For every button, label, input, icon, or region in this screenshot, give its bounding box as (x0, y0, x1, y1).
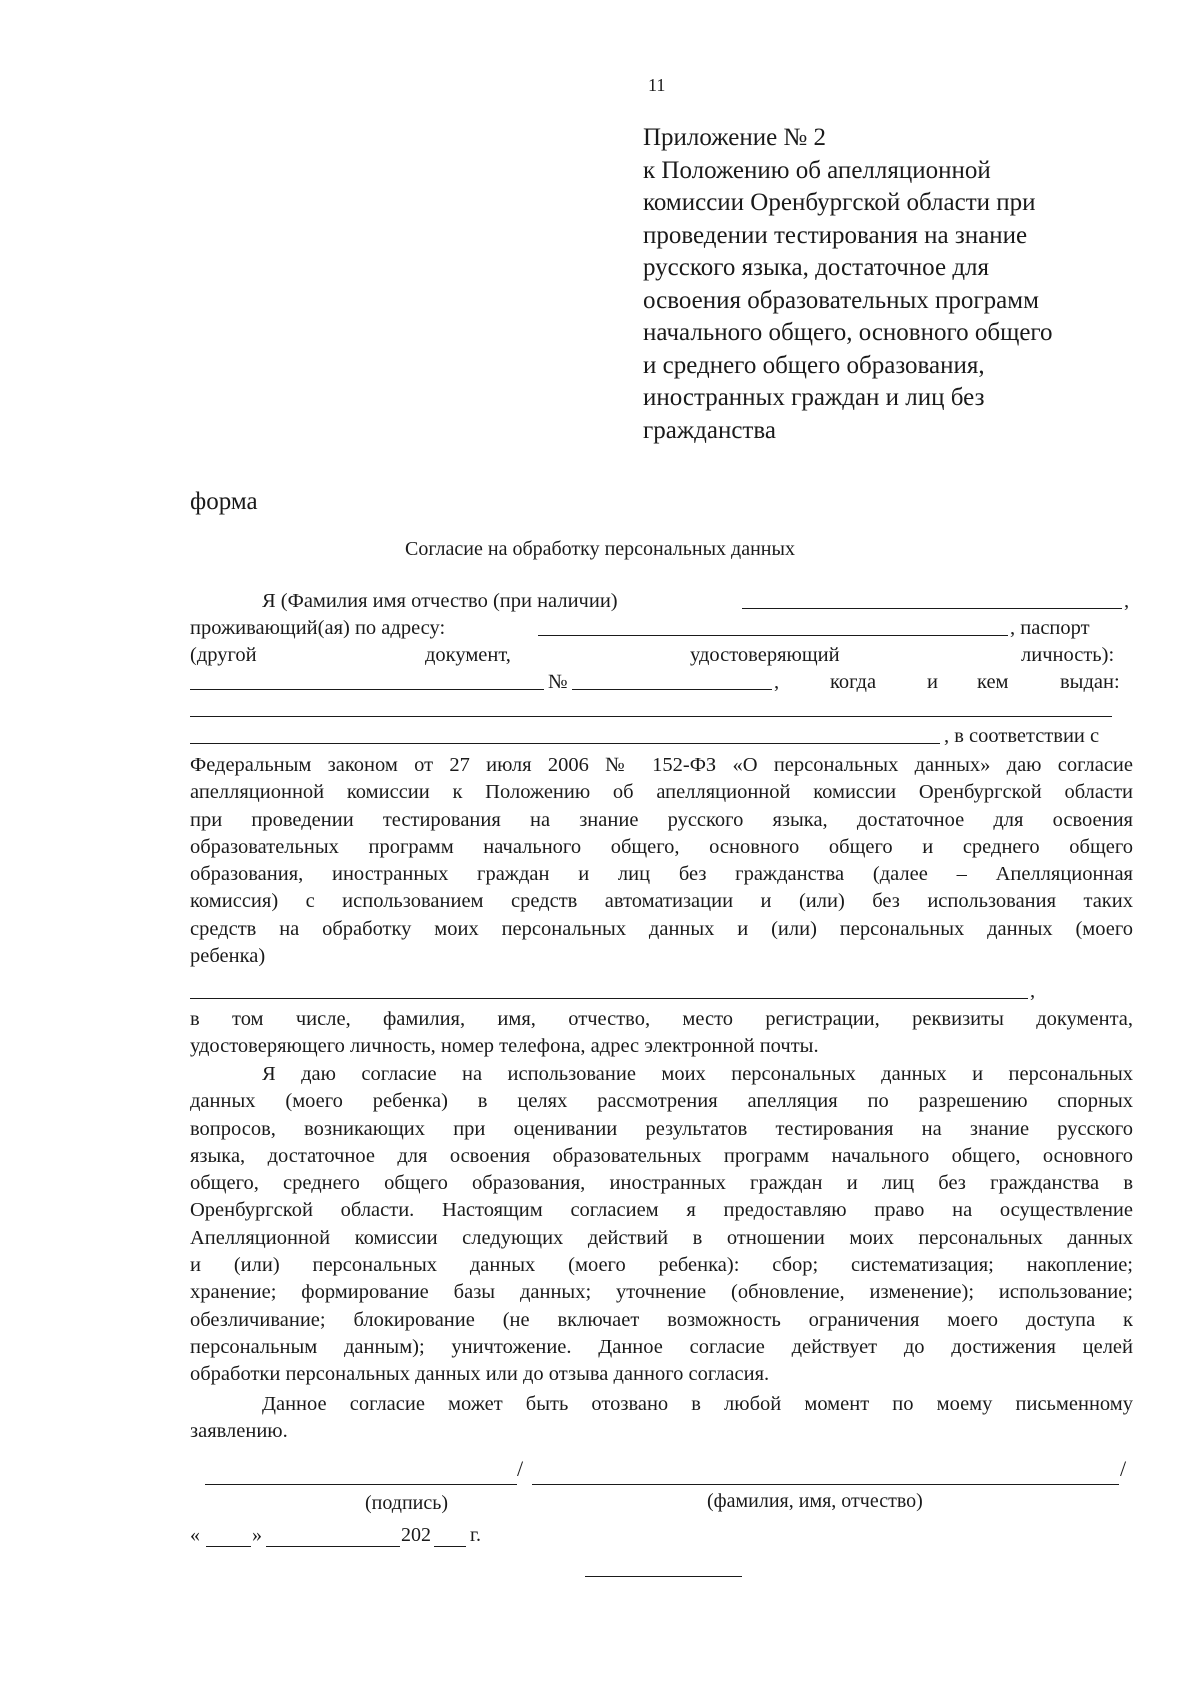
issued-word: кем (977, 671, 1009, 693)
child-data-row (190, 978, 1133, 1004)
text-line: хранение; формирование базы данных; уточнение (обновление, изменение); использование; (190, 1281, 1133, 1304)
appendix-line: и среднего общего образования, (643, 351, 985, 379)
full-name-signature-field[interactable] (532, 1484, 1119, 1485)
date-year-suffix: г. (470, 1524, 481, 1546)
appendix-line: к Положению об апелляционной (643, 156, 991, 184)
consent-paragraph-3 (190, 1391, 1133, 1446)
appendix-line: проведении тестирования на знание (643, 221, 1028, 249)
date-day-field[interactable] (206, 1546, 251, 1547)
appendix-line: Приложение № 2 (643, 124, 827, 151)
text-line: ребенка) (190, 945, 266, 968)
signature-slash: / (517, 1456, 524, 1481)
end-divider (585, 1576, 742, 1577)
issued-by-row (190, 696, 1133, 722)
text-line: Федеральным законом от 27 июля 2006 № 152-ФЗ «О персональных данных» даю согласие (190, 754, 1133, 776)
child-data-comma: , (1030, 980, 1036, 1002)
issued-by-row-2 (190, 723, 1133, 749)
form-label: форма (190, 488, 258, 515)
document-word: удостоверяющий (690, 644, 840, 666)
issued-word: и (927, 671, 938, 693)
appendix-line: комиссии Оренбургской области при (643, 189, 1036, 216)
consent-paragraph-2 (190, 1061, 1133, 1389)
text-line: обезличивание; блокирование (не включает возможность ограничения моего доступа к (190, 1308, 1133, 1331)
date-open-quote: « (190, 1524, 200, 1546)
text-line: вопросов, возникающих при оценивании результатов тестирования на знание русского (190, 1117, 1133, 1140)
number-sign: № (548, 671, 568, 693)
text-line: общего, среднего общего образования, иностранных граждан и лиц без гражданства в (190, 1172, 1133, 1195)
document-word: личность): (1021, 644, 1115, 666)
text-line: удостоверяющего личность, номер телефона, адрес электронной почты. (190, 1035, 819, 1058)
appendix-line: иностранных граждан и лиц без (643, 384, 985, 411)
text-line: при проведении тестирования на знание русского языка, достаточное для освоения (190, 808, 1133, 831)
text-line: Апелляционной комиссии следующих действий в отношении моих персональных данных (190, 1226, 1133, 1249)
issued-by-field[interactable] (190, 716, 1112, 717)
document-row (190, 642, 1133, 668)
address-label: проживающий(ая) по адресу: (190, 617, 446, 639)
page-number: 11 (648, 75, 666, 95)
address-row (190, 615, 1133, 641)
text-line: комиссия) с использованием средств автоматизации и (или) без использования таких (190, 890, 1133, 913)
signature-field[interactable] (205, 1484, 517, 1485)
appendix-header (643, 122, 1163, 447)
document-number-field[interactable] (572, 689, 772, 690)
full-name-field[interactable] (742, 608, 1122, 609)
document-number-row (190, 669, 1133, 695)
address-field[interactable] (538, 635, 1008, 636)
appendix-line: русского языка, достаточное для (643, 254, 990, 281)
issued-word: , (774, 671, 780, 693)
appendix-line: начального общего, основного общего (643, 319, 1053, 346)
issued-word: когда (830, 671, 877, 693)
in-accordance-text: , в соответствии с (944, 725, 1100, 747)
full-name-label: Я (Фамилия имя отчество (при наличии) (262, 590, 618, 612)
text-line: апелляционной комиссии к Положению об апелляционной комиссии Оренбургской области (190, 781, 1133, 804)
text-line: Я даю согласие на использование моих персональных данных и персональных (262, 1063, 1133, 1085)
text-line: образовательных программ начального общего, основного общего и среднего общего (190, 835, 1133, 858)
consent-paragraph-1 (190, 752, 1133, 970)
appendix-line: гражданства (643, 416, 776, 444)
text-line: в том числе, фамилия, имя, отчество, место регистрации, реквизиты документа, (190, 1008, 1133, 1030)
text-line: Данное согласие может быть отозвано в любой момент по моему письменному (262, 1393, 1133, 1415)
text-line: обработки персональных данных или до отзыва данного согласия. (190, 1363, 770, 1386)
full-name-comma: , (1124, 590, 1130, 612)
document-title: Согласие на обработку персональных данных (405, 538, 795, 560)
date-year-field[interactable] (434, 1546, 466, 1547)
date-close-quote: » (252, 1524, 262, 1546)
appendix-line: освоения образовательных программ (643, 286, 1039, 314)
issued-word: выдан: (1060, 671, 1120, 693)
consent-paragraph-1-tail (190, 1006, 1133, 1061)
signature-caption: (подпись) (365, 1492, 449, 1514)
text-line: и (или) персональных данных (моего ребенка): сбор; систематизация; накопление; (190, 1254, 1133, 1277)
text-line: языка, достаточное для освоения образовательных программ начального общего, основного (190, 1144, 1133, 1167)
text-line: данных (моего ребенка) в целях рассмотрения апелляция по разрешению спорных (190, 1090, 1133, 1113)
name-caption: (фамилия, имя, отчество) (707, 1490, 923, 1512)
child-data-field[interactable] (190, 998, 1028, 999)
text-line: средств на обработку моих персональных данных и (или) персональных данных (моего (190, 917, 1133, 940)
full-name-row (190, 588, 1133, 614)
date-year-prefix: 202 (401, 1524, 431, 1546)
text-line: Оренбургской области. Настоящим согласием я предоставляю право на осуществление (190, 1199, 1133, 1222)
document-word: (другой (190, 644, 257, 666)
text-line: заявлению. (190, 1420, 288, 1443)
document-word: документ, (425, 644, 511, 666)
signature-slash-end: / (1120, 1456, 1127, 1481)
document-series-field[interactable] (190, 689, 544, 690)
issued-by-field-2[interactable] (190, 743, 940, 744)
passport-label: , паспорт (1010, 617, 1090, 639)
date-month-field[interactable] (266, 1546, 400, 1547)
text-line: образования, иностранных граждан и лиц без гражданства (далее – Апелляционная (190, 863, 1133, 886)
text-line: персональным данным); уничтожение. Данное согласие действует до достижения целей (190, 1335, 1133, 1358)
